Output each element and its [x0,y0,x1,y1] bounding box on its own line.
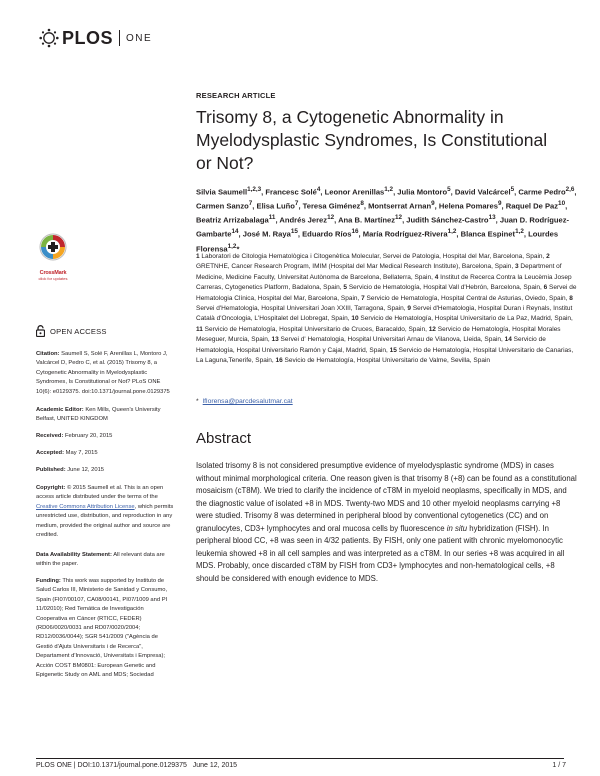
crossmark-icon [38,232,68,264]
published-label: Published: [36,467,66,473]
editor-block [36,406,174,425]
accepted-block [36,449,174,458]
accepted-date: May 7, 2015 [65,450,98,456]
corresponding-star: * [196,398,199,405]
copyright-text-pre: © 2015 Saumell et al. This is an open access article distributed under the terms of the [36,485,164,501]
abstract-text: Isolated trisomy 8 is not considered presumptive evidence of myelodysplastic syndrome (MDS) in cases without minimal morphological criteria. One reason given is that trisomy 8 (+8) can be found as a constitutional mosaicism (cT8M). We tried to clarify the incidence of cT8M in myeloid neoplasms, specifically in MDS, and the diagnostic value of isolated +8 in MDS. Twenty-two MDS and 10 other myeloid neoplasms carrying +8 were studied. Trisomy 8 was determined in peripheral blood by conventional cytogenetics (CC) and on granulocytes, CD3+ lymphocytes and oral mucosa cells by fluorescence in situ hybridization (FISH). In peripheral blood CC, +8 was seen in 4/32 patients. By FISH, only one patient with chronic myelomonocytic leukemia showed +8 in all cell samples and was interpreted as a cT8M. In our series +8 was acquired in all MDS. Probably, once discarded cT8M by FISH from CD3+ lymphocytes and non-hematological cells, +8 should be considered with enough evidence to MDS. [196,461,577,583]
corresponding-email-link[interactable]: lflorensa@parcdesalutmar.cat [202,398,293,405]
citation-label: Citation: [36,351,60,357]
article-title: Trisomy 8, a Cytogenetic Abnormality in Myelodysplastic Syndromes, Is Constitutional or Not? [196,107,548,173]
footer-citation: PLOS ONE | DOI:10.1371/journal.pone.0129375 June 12, 2015 [36,762,238,769]
open-access-label: OPEN ACCESS [50,326,107,336]
plos-one-logo[interactable] [38,28,152,48]
citation-text: Saumell S, Solé F, Arenillas L, Montoro J, Valcárcel D, Pedro C, et al. (2015) Trisomy 8, a Cytogenetic Abnormality in Myelodysplastic Syndromes, Is Constitutional or Not? PLoS ONE 10(6): e0129375. doi:10.1371/journal.pone.0129375 [36,351,170,395]
published-block [36,466,174,475]
copyright-text-post: , which permits unrestricted use, distribution, and reproduction in any medium, provided the original author and source are credited. [36,503,174,539]
cc-license-link[interactable]: Creative Commons Attribution License [36,503,135,510]
crossmark-sublabel: click for updates [38,276,68,281]
page-number: 1 / 7 [552,762,566,769]
editor-label: Academic Editor: [36,407,84,413]
received-label: Received: [36,433,64,439]
plos-brand: PLOS [62,27,114,48]
logo-divider [119,30,120,46]
correspondence [196,398,293,405]
data-availability-text: All relevant data are within the paper. [36,552,165,568]
page-footer [36,762,566,769]
funding-label: Funding: [36,578,61,584]
editor-text: Ken Mills, Queen's University Belfast, UNITED KINGDOM [36,407,161,423]
received-block [36,432,174,441]
crossmark-label: CrossMark [39,270,67,276]
footer-rule [36,758,564,759]
data-availability-label: Data Availability Statement: [36,552,112,558]
plos-logo-icon [38,28,60,48]
journal-name: ONE [126,32,153,44]
citation-block [36,350,174,397]
data-availability-block [36,551,174,570]
published-date: June 12, 2015 [67,467,105,473]
abstract-heading: Abstract [196,430,252,447]
author-list: Silvia Saumell$^{1,2,3}$, Francesc Solé$^4$, Leonor Arenillas$^{1,2}$, Julia Montoro$^5$, David Valcárcel$^5$, Carme Pedro$^{2,6}$, Carmen Sanzo$^7$, Elisa Luño$^7$, Teresa Giménez$^8$, Montserrat Arnan$^9$, Helena Pomares$^9$, Raquel De Paz$^{10}$, Beatriz Arrizabalaga$^{11}$, Andrés Jerez$^{12}$, Ana B. Martínez$^{12}$, Judith Sánchez-Castro$^{13}$, Juan D. Rodríguez-Gambarte$^{14}$, José M. Raya$^{15}$, Eduardo Ríos$^{16}$, María Rodríguez-Rivera$^{1,2}$, Blanca Espinet$^{1,2}$, Lourdes Florensa$^{1,2}$* [196,186,577,254]
received-date: February 20, 2015 [65,433,113,439]
funding-block [36,577,174,680]
open-access-badge [36,325,107,337]
funding-text: This work was supported by Instituto de Salud Carlos III, Ministerio de Sanidad y Consumo, Spain (FI07/00107, CA08/00141, PI07/1009 and PI 11/02010); Red Temática de Investigación Cooperativa en Cáncer (RTICC, FEDER) (RD06/0020/0031 and RD07/0020/2004; RD12/0036/0044); SGR 541/2009 ("Agència de Gestió d'Ajuts Universitaris i de Recerca", Departament d'Innovació, Universitats i Empresa); Acción COST BM0801: European Genetic and Epigenetic Study on AML and MDS; Sociedad [36,578,168,679]
open-lock-icon [36,325,45,337]
accepted-label: Accepted: [36,450,65,456]
article-type: RESEARCH ARTICLE [196,91,276,100]
copyright-block [36,484,174,540]
affiliations: 1 Laboratori de Citologia Hematològica i Citogenètica Molecular, Servei de Patologia, Hospital del Mar, Barcelona, Spain, 2 GRETNHE, Cancer Research Program, IMIM (Hospital del Mar Medical Research Institute), Barcelona, Spain, 3 Department of Medicine, Medicine Faculty, Universitat Autònoma de Barcelona, Bellaterra, Spain, 4 Institut de Recerca Contra la Leucèmia Josep Carreras, Cytogenetics Platform, Badalona, Spain, 5 Servicio de Hematología, Hospital Vall d'Hebrón, Barcelona, Spain, 6 Servei de Hematologia Clínica, Hospital del Mar, Barcelona, Spain, 7 Servicio de Hematología, Hospital Central de Asturias, Oviedo, Spain, 8 Servei d'Hematologia, Hospital Universitari Joan XXIII, Tarragona, Spain, 9 Servei d'Hematologia, Hospital Duran i Reynals, Institut Català d'Oncologia, L'Hospitalet del Llobregat, Spain, 10 Servicio de Hematología, Hospital Universitario de La Paz, Madrid, Spain, 11 Servicio de Hematología, Hospital Universitario de Cruces, Baracaldo, Spain, 12 Servicio de Hematología, Hospital Morales Meseguer, Murcia, Spain, 13 Servei d' Hematologia, Hospital Universitari Arnau de Vilanova, Lleida, Spain, 14 Servicio de Hematología, Hospital Universitario Ramón y Cajal, Madrid, Spain, 15 Servicio de Hematología, Hospital Universitario de Canarias, La Laguna,Tenerife, Spain, 16 Sevicio de Hematología, Hospital Universitario de Valme, Sevilla, Spain [196,253,577,365]
crossmark-badge[interactable] [36,232,70,281]
copyright-label: Copyright: [36,485,66,491]
